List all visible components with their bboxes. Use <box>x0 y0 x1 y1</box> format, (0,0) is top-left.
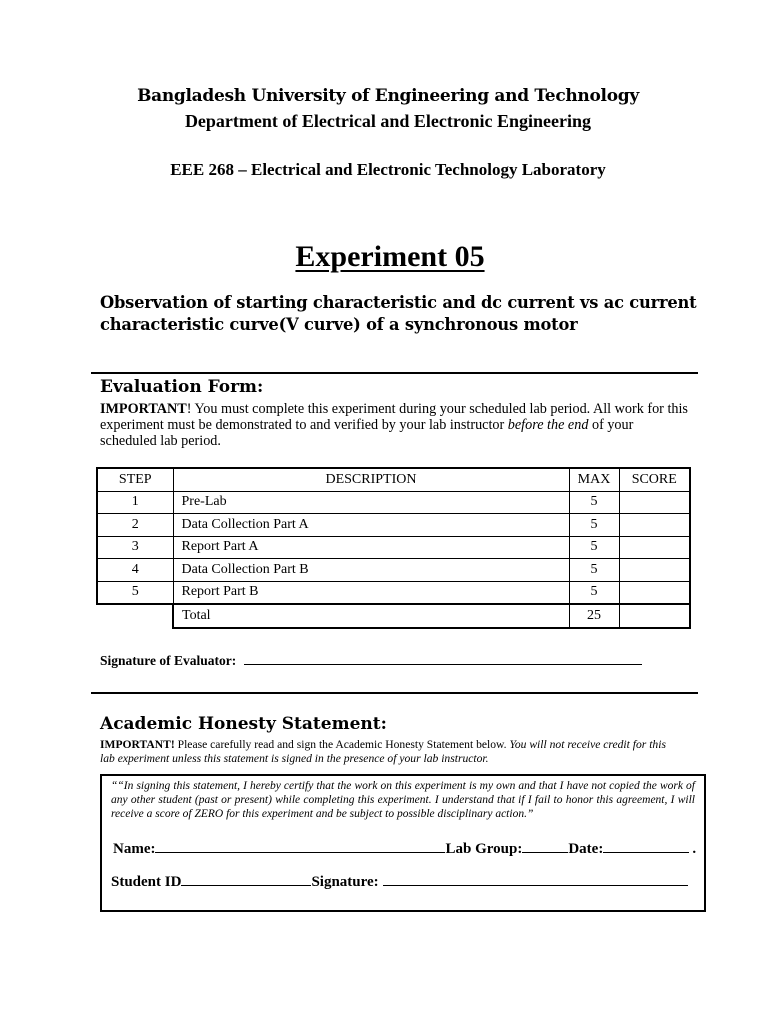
header-description: DESCRIPTION <box>173 468 569 491</box>
honesty-important-italic: You will not receive credit for this lab experiment unless this statement is signed in the presence of your lab instructor. <box>100 738 666 765</box>
step-cell: 5 <box>97 581 173 604</box>
max-cell: 5 <box>569 581 619 604</box>
step-cell: 4 <box>97 559 173 582</box>
objective-line-2: characteristic curve(V curve) of a synchronous motor <box>100 315 578 334</box>
score-cell[interactable] <box>619 559 690 582</box>
description-cell: Report Part B <box>173 581 569 604</box>
description-cell: Data Collection Part B <box>173 559 569 582</box>
table-total-row <box>97 604 690 628</box>
table-header-row <box>97 468 690 491</box>
table-row <box>97 491 690 514</box>
max-cell: 5 <box>569 536 619 559</box>
table-row <box>97 559 690 582</box>
department-name: Department of Electrical and Electronic Engineering <box>184 111 592 131</box>
course-title: EEE 268 – Electrical and Electronic Technology Laboratory <box>170 160 606 179</box>
student-id-row <box>111 871 688 891</box>
experiment-title: Experiment 05 <box>295 240 485 273</box>
max-cell: 5 <box>569 559 619 582</box>
description-cell: Report Part A <box>173 536 569 559</box>
signature-label: Signature: <box>311 874 379 890</box>
objective-line-1: Observation of starting characteristic and dc current vs ac current <box>100 293 697 312</box>
header-score: SCORE <box>619 468 690 491</box>
honesty-important-text: Please carefully read and sign the Academic Honesty Statement below. <box>174 738 510 751</box>
table-row <box>97 514 690 537</box>
divider-middle <box>91 692 698 694</box>
honesty-heading: Academic Honesty Statement: <box>100 714 387 734</box>
total-label: Total <box>173 604 569 628</box>
description-cell: Data Collection Part A <box>173 514 569 537</box>
honesty-statement-text: ““In signing this statement, I hereby certify that the work on this experiment is my own and that I have not copied the work of any other student (past or present) while completing this experiment. I understand that if I fail to honor this agreement, I will receive a score of ZERO for this experiment and be subject to possible disciplinary action.” <box>111 780 695 820</box>
name-label: Name: <box>113 841 156 857</box>
score-cell[interactable] <box>619 491 690 514</box>
important-label: IMPORTANT <box>100 401 187 417</box>
evaluator-signature-label: Signature of Evaluator: <box>100 653 237 668</box>
evaluator-signature-line[interactable] <box>244 650 642 665</box>
lab-group-label: Lab Group: <box>445 841 523 857</box>
university-name: Bangladesh University of Engineering and Technology <box>137 86 639 106</box>
score-cell[interactable] <box>619 581 690 604</box>
score-cell[interactable] <box>619 514 690 537</box>
step-cell: 2 <box>97 514 173 537</box>
max-cell: 5 <box>569 514 619 537</box>
date-field[interactable] <box>603 838 689 853</box>
student-id-field[interactable] <box>181 871 311 886</box>
date-label: Date: <box>568 841 604 857</box>
lab-group-field[interactable] <box>522 838 568 853</box>
divider-top <box>91 372 698 374</box>
step-cell: 3 <box>97 536 173 559</box>
student-id-label: Student ID <box>111 874 182 890</box>
name-field[interactable] <box>155 838 445 853</box>
total-score-cell[interactable] <box>619 604 690 628</box>
total-spacer <box>97 604 173 628</box>
header-max: MAX <box>569 468 619 491</box>
table-row <box>97 581 690 604</box>
description-cell: Pre-Lab <box>173 491 569 514</box>
header-step: STEP <box>97 468 173 491</box>
evaluation-important-note <box>100 401 690 449</box>
step-cell: 1 <box>97 491 173 514</box>
evaluator-signature-row <box>100 650 642 669</box>
evaluation-table <box>96 467 691 629</box>
date-tail: . <box>692 841 697 857</box>
name-row <box>113 838 696 858</box>
max-cell: 5 <box>569 491 619 514</box>
total-max: 25 <box>569 604 619 628</box>
table-row <box>97 536 690 559</box>
honesty-important-note <box>100 738 680 766</box>
experiment-objective <box>100 292 720 336</box>
student-signature-field[interactable] <box>383 871 688 886</box>
important-italic: before the end <box>507 417 589 433</box>
score-cell[interactable] <box>619 536 690 559</box>
important-text: ! You must complete this experiment during your scheduled lab period. All work for this experiment must be demonstrated to and verified by your lab instructor <box>100 401 688 433</box>
evaluation-heading: Evaluation Form: <box>100 377 264 397</box>
important-tail: of your scheduled lab period. <box>100 417 634 449</box>
honesty-important-label: IMPORTANT! <box>100 738 175 751</box>
